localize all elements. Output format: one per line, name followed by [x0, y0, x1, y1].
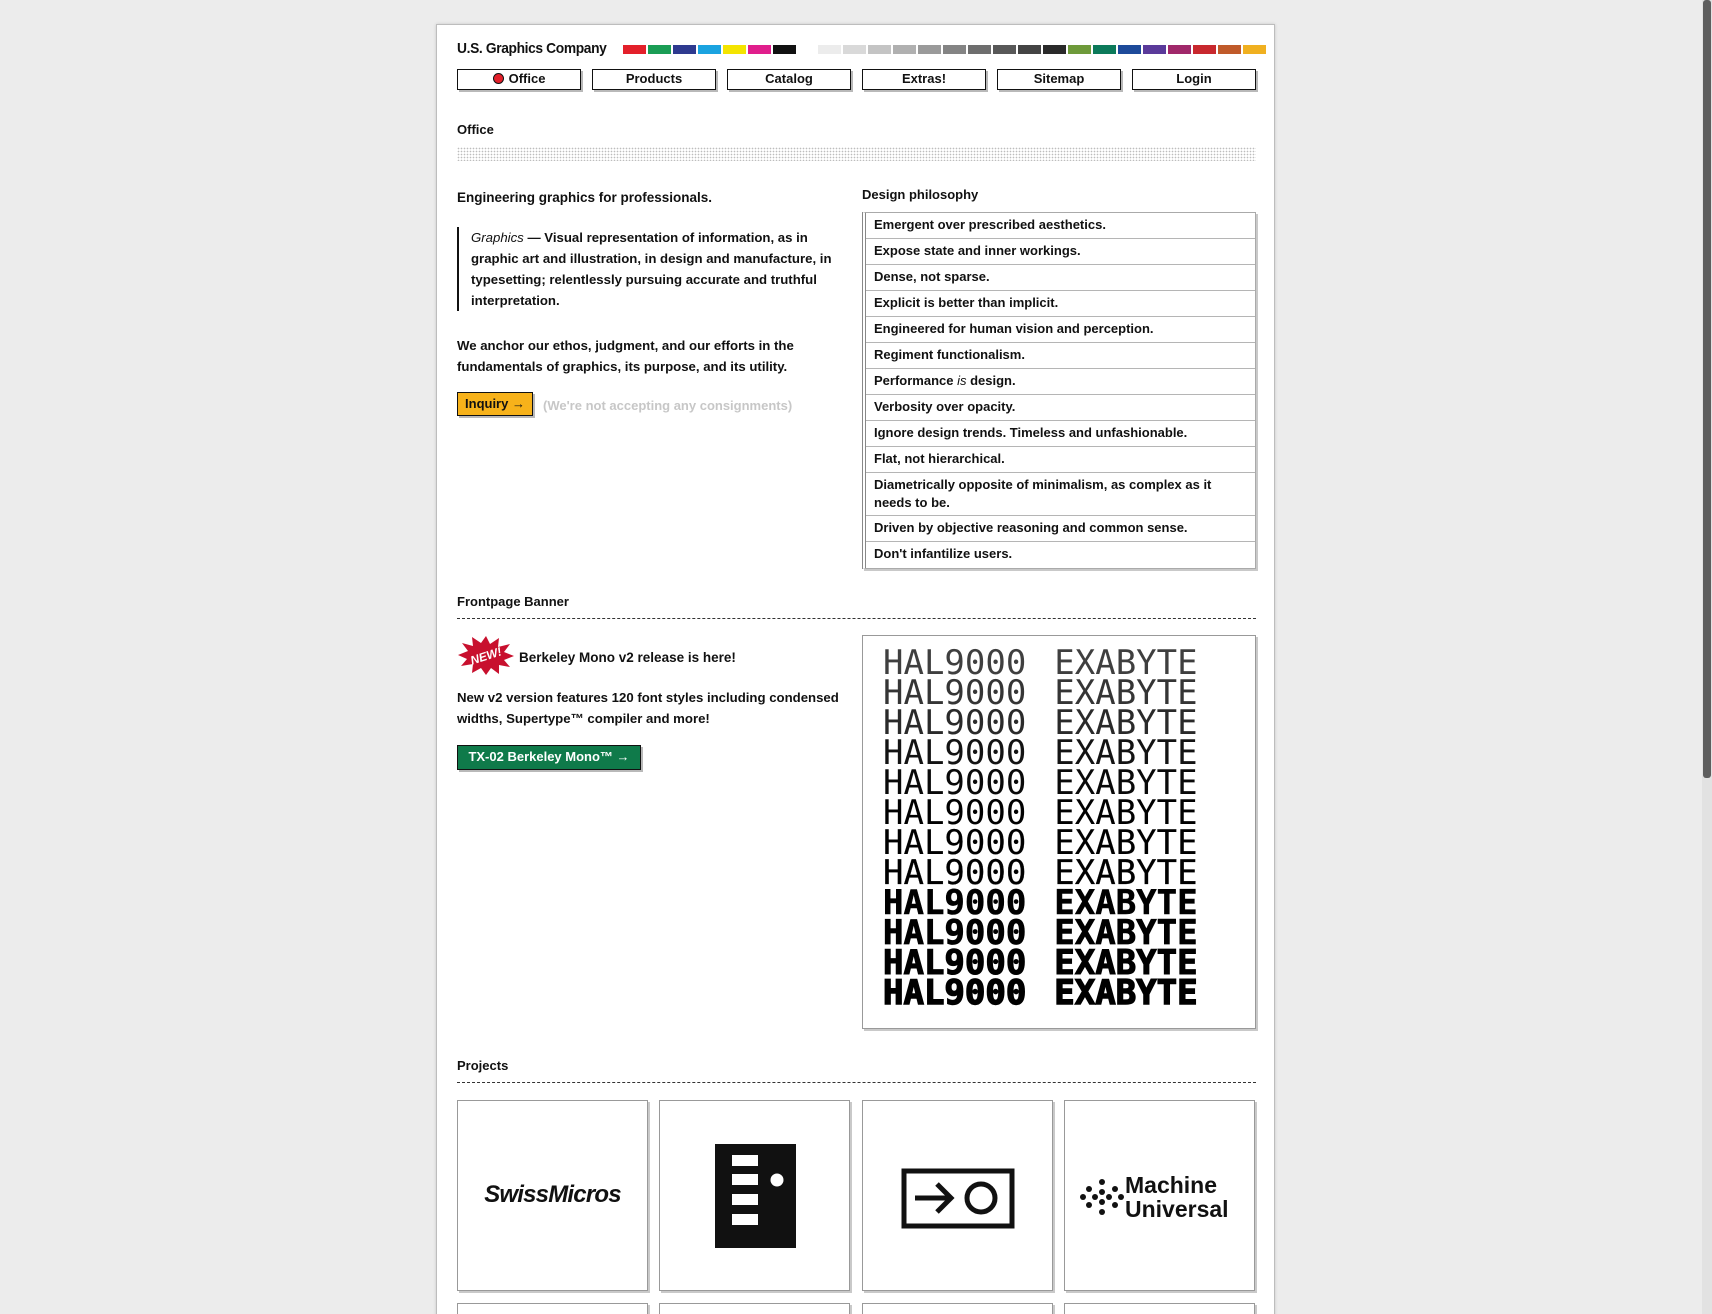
- color-swatch: [773, 45, 796, 54]
- nav-office-button[interactable]: [457, 69, 581, 90]
- specimen-row: [883, 973, 1243, 1013]
- nav-office-label: Office: [508, 71, 546, 86]
- machine-universal-label: [1125, 1173, 1229, 1221]
- inquiry-button[interactable]: Inquiry →: [457, 392, 533, 416]
- color-swatch: [673, 45, 696, 54]
- color-swatch: [1193, 45, 1216, 54]
- philosophy-item: Emergent over prescribed aesthetics.: [866, 213, 1255, 239]
- mu-line2: Universal: [1125, 1196, 1229, 1222]
- projects-grid: [457, 1100, 1257, 1314]
- philosophy-item: Regiment functionalism.: [866, 343, 1255, 369]
- color-swatch: [698, 45, 721, 54]
- specimen-word-a: HAL9000: [883, 643, 1027, 683]
- color-swatches-palette: [818, 45, 1268, 54]
- svg-text:NEW!: NEW!: [468, 644, 504, 668]
- specimen-word-b: EXABYTE: [1054, 643, 1198, 683]
- font-specimen[interactable]: [862, 635, 1256, 1029]
- color-swatch: [1218, 45, 1241, 54]
- specimen-word-a: HAL9000: [883, 853, 1027, 893]
- nav-extras-button[interactable]: Extras!: [862, 69, 986, 90]
- specimen-word-a: HAL9000: [883, 763, 1027, 803]
- berkeley-mono-button[interactable]: TX-02 Berkeley Mono™ →: [457, 745, 641, 770]
- nav-sitemap-button[interactable]: Sitemap: [997, 69, 1121, 90]
- banner-title: Frontpage Banner: [457, 594, 569, 609]
- graphics-definition: [457, 227, 837, 311]
- philosophy-item: Explicit is better than implicit.: [866, 291, 1255, 317]
- arrow-circle-logo-icon: [863, 1101, 1054, 1292]
- color-swatch: [1068, 45, 1091, 54]
- specimen-word-a: HAL9000: [883, 793, 1027, 833]
- philosophy-item: Verbosity over opacity.: [866, 395, 1255, 421]
- color-swatch: [1093, 45, 1116, 54]
- specimen-word-b: EXABYTE: [1054, 913, 1198, 953]
- release-headline: Berkeley Mono v2 release is here!: [519, 650, 736, 665]
- color-swatch: [893, 45, 916, 54]
- color-swatch: [1243, 45, 1266, 54]
- color-swatch: [748, 45, 771, 54]
- color-swatch: [818, 45, 841, 54]
- performance-em: is: [957, 373, 967, 388]
- swissmicros-logo: SwissMicros: [484, 1181, 621, 1208]
- color-swatch: [1018, 45, 1041, 54]
- color-swatch: [943, 45, 966, 54]
- specimen-word-a: HAL9000: [883, 883, 1027, 923]
- nav-catalog-button[interactable]: Catalog: [727, 69, 851, 90]
- specimen-word-b: EXABYTE: [1054, 883, 1198, 923]
- projects-title: Projects: [457, 1058, 509, 1073]
- specimen-word-b: EXABYTE: [1054, 703, 1198, 743]
- color-swatch: [623, 45, 646, 54]
- philosophy-item: Flat, not hierarchical.: [866, 447, 1255, 473]
- philosophy-item: Driven by objective reasoning and common sense.: [866, 516, 1255, 542]
- specimen-word-b: EXABYTE: [1054, 763, 1198, 803]
- project-arrow-o[interactable]: [862, 1100, 1053, 1291]
- performance-post: design.: [966, 373, 1016, 388]
- specimen-word-b: EXABYTE: [1054, 973, 1198, 1013]
- server-rack-logo-icon: [660, 1101, 851, 1292]
- color-swatches-primary: [623, 45, 798, 54]
- philosophy-item: Ignore design trends. Timeless and unfashionable.: [866, 421, 1255, 447]
- project-tile[interactable]: [659, 1303, 850, 1314]
- mu-line1: Machine: [1125, 1172, 1218, 1198]
- project-server-rack[interactable]: [659, 1100, 850, 1291]
- color-swatch: [868, 45, 891, 54]
- color-swatch: [723, 45, 746, 54]
- specimen-word-a: HAL9000: [883, 733, 1027, 773]
- quote-term: Graphics: [471, 230, 524, 245]
- nav-products-button[interactable]: Products: [592, 69, 716, 90]
- color-swatch: [918, 45, 941, 54]
- specimen-word-b: EXABYTE: [1054, 853, 1198, 893]
- philosophy-item: Engineered for human vision and perception.: [866, 317, 1255, 343]
- specimen-word-b: EXABYTE: [1054, 823, 1198, 863]
- color-swatch: [993, 45, 1016, 54]
- color-swatch: [968, 45, 991, 54]
- dashed-divider: [457, 618, 1256, 619]
- specimen-word-b: EXABYTE: [1054, 943, 1198, 983]
- machine-universal-logo-icon: [1077, 1172, 1127, 1222]
- page-container: [436, 24, 1275, 1314]
- philosophy-list: [862, 212, 1256, 569]
- project-tile[interactable]: [457, 1303, 648, 1314]
- specimen-word-a: HAL9000: [883, 703, 1027, 743]
- philosophy-item: Diametrically opposite of minimalism, as complex as it needs to be.: [866, 473, 1255, 516]
- quote-body: — Visual representation of information, as in graphic art and illustration, in design and manufacture, in typesetting; relentlessly pursuing accurate and truthful interpretation.: [471, 230, 832, 308]
- color-swatch: [648, 45, 671, 54]
- dotted-divider: [457, 147, 1256, 161]
- color-swatch: [1118, 45, 1141, 54]
- office-lead: Engineering graphics for professionals.: [457, 190, 713, 205]
- main-nav: [457, 69, 1257, 91]
- project-swissmicros[interactable]: [457, 1100, 648, 1291]
- color-swatch: [1043, 45, 1066, 54]
- scrollbar-thumb[interactable]: [1703, 0, 1711, 778]
- release-description: New v2 version features 120 font styles including condensed widths, Supertype™ compiler and more!: [457, 690, 839, 726]
- project-tile[interactable]: [862, 1303, 1053, 1314]
- color-swatch: [1143, 45, 1166, 54]
- specimen-word-b: EXABYTE: [1054, 793, 1198, 833]
- philosophy-item: Don't infantilize users.: [874, 546, 1013, 561]
- philosophy-item: Expose state and inner workings.: [866, 239, 1255, 265]
- inquiry-note: (We're not accepting any consignments): [543, 398, 793, 413]
- philosophy-item: Dense, not sparse.: [866, 265, 1255, 291]
- specimen-word-a: HAL9000: [883, 673, 1027, 713]
- performance-pre: Performance: [874, 373, 958, 388]
- new-badge-icon: [457, 635, 515, 675]
- color-swatch: [843, 45, 866, 54]
- color-swatch: [1168, 45, 1191, 54]
- brand-logo[interactable]: U.S. Graphics Company: [457, 40, 607, 57]
- site-header: [457, 25, 1254, 61]
- specimen-word-b: EXABYTE: [1054, 673, 1198, 713]
- office-title: Office: [457, 122, 494, 137]
- specimen-word-b: EXABYTE: [1054, 733, 1198, 773]
- nav-login-button[interactable]: Login: [1132, 69, 1256, 90]
- active-dot-icon: [493, 73, 504, 84]
- project-tile[interactable]: [1064, 1303, 1255, 1314]
- office-anchor-text: We anchor our ethos, judgment, and our efforts in the fundamentals of graphics, its purpose, and its utility.: [457, 338, 794, 374]
- specimen-word-a: HAL9000: [883, 913, 1027, 953]
- philosophy-item: [866, 369, 1255, 395]
- specimen-word-a: HAL9000: [883, 823, 1027, 863]
- specimen-word-a: HAL9000: [883, 973, 1027, 1013]
- specimen-word-a: HAL9000: [883, 943, 1027, 983]
- dashed-divider: [457, 1082, 1256, 1083]
- project-machine-universal[interactable]: [1064, 1100, 1255, 1291]
- philosophy-title: Design philosophy: [862, 187, 979, 202]
